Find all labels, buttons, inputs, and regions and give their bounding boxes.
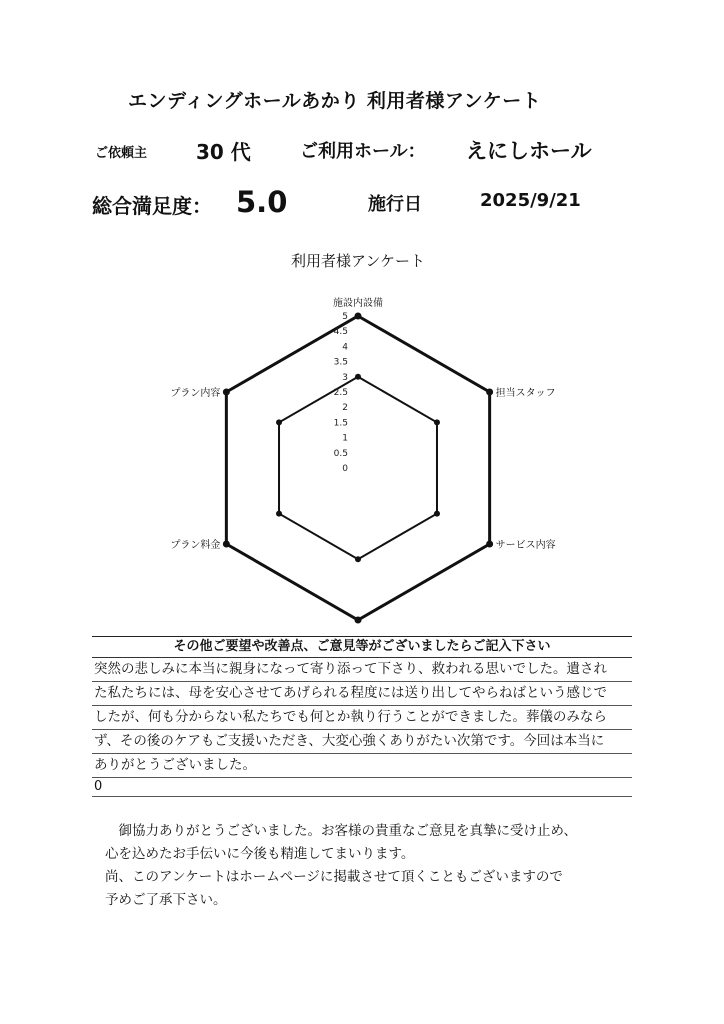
- axis-label: 施設内設備: [333, 298, 383, 309]
- tick-label: 0: [342, 464, 348, 474]
- axis-label: プラン内容: [170, 388, 221, 399]
- data-point: [434, 419, 440, 425]
- comment-line: た私たちには、母を安心させてあげられる程度には送り出してやらねばという感じで: [92, 682, 632, 706]
- hall-label: ご利用ホール：: [300, 141, 426, 162]
- data-point: [223, 389, 230, 396]
- comment-heading: その他ご要望や改善点、ご意見等がございましたらご記入下さい: [92, 637, 632, 658]
- comment-line: ず、その後のケアもご支援いただき、大変心強くありがたい次第です。今回は本当に: [92, 730, 632, 754]
- comment-extra: 0: [92, 778, 632, 797]
- comment-section: [92, 636, 632, 797]
- comment-line: 突然の悲しみに本当に親身になって寄り添って下さり、救われる思いでした。遺され: [92, 658, 632, 682]
- data-point: [355, 374, 361, 380]
- tick-label: 4.5: [333, 327, 348, 338]
- tick-label: 2.5: [333, 388, 348, 398]
- radar-chart: [0, 240, 724, 630]
- data-point: [434, 511, 440, 517]
- tick-label: 5: [342, 312, 348, 322]
- data-point: [486, 389, 493, 396]
- client-label: ご依頼主: [95, 146, 148, 161]
- satisfaction-value: 5.0: [236, 185, 288, 219]
- tick-label: 4: [342, 342, 348, 353]
- data-point: [355, 313, 362, 320]
- data-point: [223, 541, 230, 548]
- client-value: 30 代: [196, 140, 251, 164]
- data-point: [486, 541, 493, 548]
- tick-label: 0.5: [333, 448, 348, 459]
- hall-value: えにしホール: [466, 139, 592, 163]
- data-point: [276, 419, 282, 425]
- footer-line: 御協力ありがとうございました。お客様の貴重なご意見を真摯に受け止め、: [105, 823, 577, 839]
- date-value: 2025/9/21: [480, 190, 581, 211]
- data-point: [355, 617, 362, 624]
- series-line-1: [226, 316, 489, 620]
- comment-line: ありがとうございました。: [92, 754, 632, 778]
- chart-title: 利用者様アンケート: [290, 252, 426, 270]
- footer-note: [105, 820, 577, 912]
- comment-line: したが、何も分からない私たちでも何とか執り行うことができました。葬儀のみなら: [92, 706, 632, 730]
- axis-label: プラン料金: [170, 540, 221, 551]
- data-point: [276, 511, 282, 517]
- axis-label: 担当スタッフ: [495, 388, 556, 399]
- tick-label: 2: [342, 403, 348, 414]
- footer-line: 尚、このアンケートはホームページに掲載させて頂くこともございますので: [105, 869, 563, 885]
- axis-label: サービス内容: [495, 540, 556, 551]
- date-label: 施行日: [368, 194, 422, 215]
- satisfaction-label: 総合満足度：: [92, 194, 212, 218]
- footer-line: 心を込めたお手伝いに今後も精進してまいります。: [105, 846, 415, 862]
- tick-label: 3: [342, 372, 348, 383]
- data-point: [355, 556, 361, 562]
- tick-label: 3.5: [333, 357, 348, 368]
- series-line-2: [279, 377, 437, 559]
- tick-label: 1: [342, 433, 348, 444]
- tick-label: 1.5: [333, 418, 348, 429]
- footer-line: 予めご了承下さい。: [105, 892, 227, 908]
- survey-title: エンディングホールあかり 利用者様アンケート: [128, 90, 542, 112]
